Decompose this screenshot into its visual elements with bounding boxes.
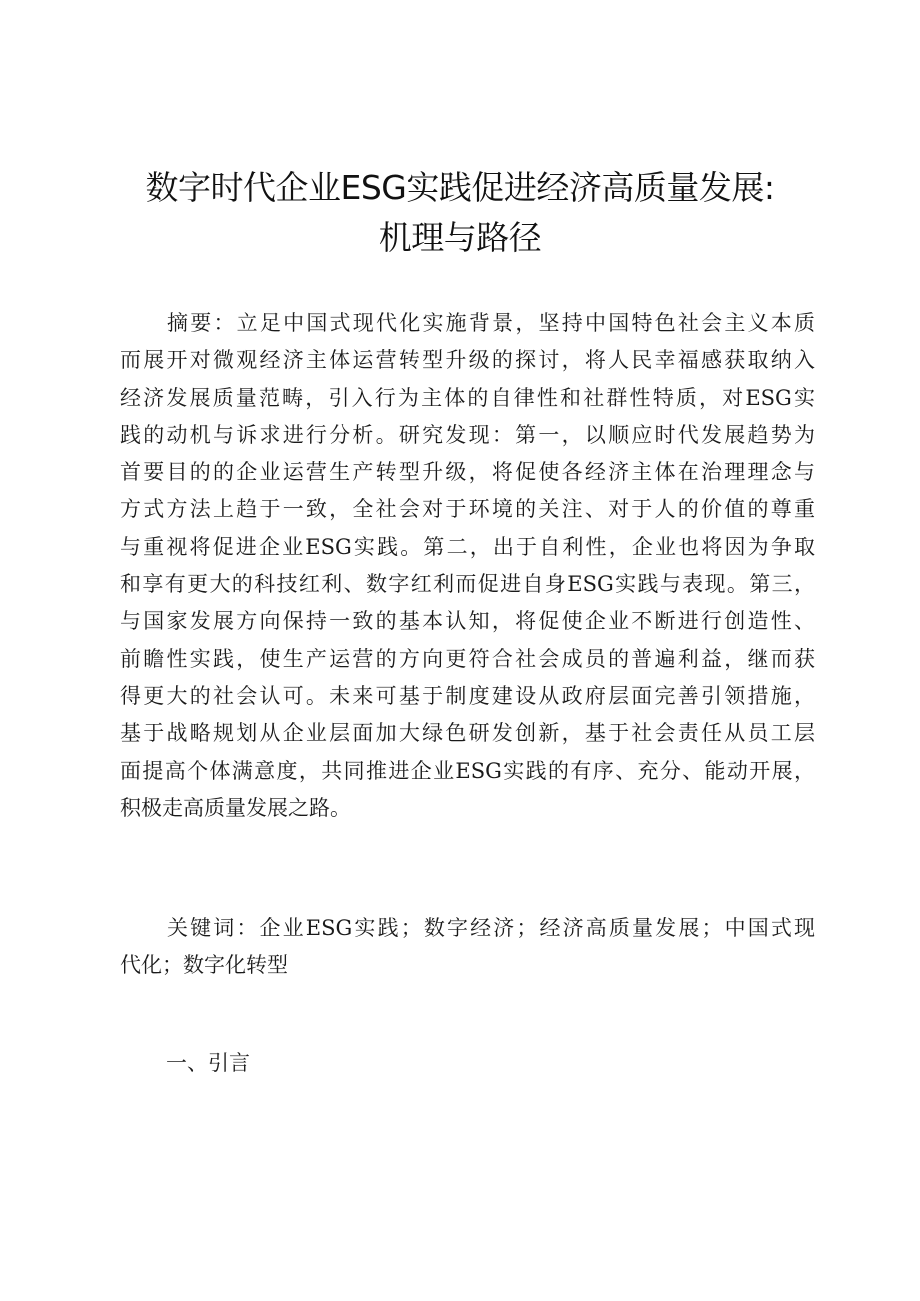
- abstract-line: 面提高个体满意度，共同推进企业ESG实践的有序、充分、能动开展，: [120, 758, 815, 783]
- abstract-line: 方式方法上趋于一致，全社会对于环境的关注、对于人的价值的尊重: [120, 497, 815, 522]
- keywords-paragraph: [120, 910, 815, 985]
- abstract-line: 前瞻性实践，使生产运营的方向更符合社会成员的普遍利益，继而获: [120, 646, 815, 671]
- abstract-line: 与国家发展方向保持一致的基本认知，将促使企业不断进行创造性、: [120, 609, 815, 634]
- document-title-line-2: 机理与路径: [378, 218, 542, 257]
- document-title-line-1: 数字时代企业ESG实践促进经济高质量发展:: [145, 168, 775, 207]
- section-heading-introduction: 一、引言: [166, 1051, 250, 1075]
- abstract-line: 和享有更大的科技红利、数字红利而促进自身ESG实践与表现。第三，: [120, 572, 815, 597]
- abstract-line: 践的动机与诉求进行分析。研究发现：第一，以顺应时代发展趋势为: [120, 422, 815, 447]
- abstract-line: 基于战略规划从企业层面加大绿色研发创新，基于社会责任从员工层: [120, 721, 815, 746]
- keywords-line: 代化；数字化转型: [120, 953, 288, 978]
- abstract-line: 摘要：立足中国式现代化实施背景，坚持中国特色社会主义本质: [167, 311, 815, 335]
- abstract-line: 得更大的社会认可。未来可基于制度建设从政府层面完善引领措施，: [120, 683, 815, 708]
- abstract-line: 首要目的的企业运营生产转型升级，将促使各经济主体在治理理念与: [120, 460, 815, 485]
- abstract-line: 与重视将促进企业ESG实践。第二，出于自利性，企业也将因为争取: [120, 534, 815, 559]
- abstract-line: 经济发展质量范畴，引入行为主体的自律性和社群性特质，对ESG实: [120, 385, 815, 410]
- keywords-line: 关键词：企业ESG实践；数字经济；经济高质量发展；中国式现: [167, 916, 815, 940]
- abstract-line: 而展开对微观经济主体运营转型升级的探讨，将人民幸福感获取纳入: [120, 348, 815, 373]
- abstract-paragraph: [120, 305, 815, 827]
- abstract-line: 积极走高质量发展之路。: [120, 795, 351, 820]
